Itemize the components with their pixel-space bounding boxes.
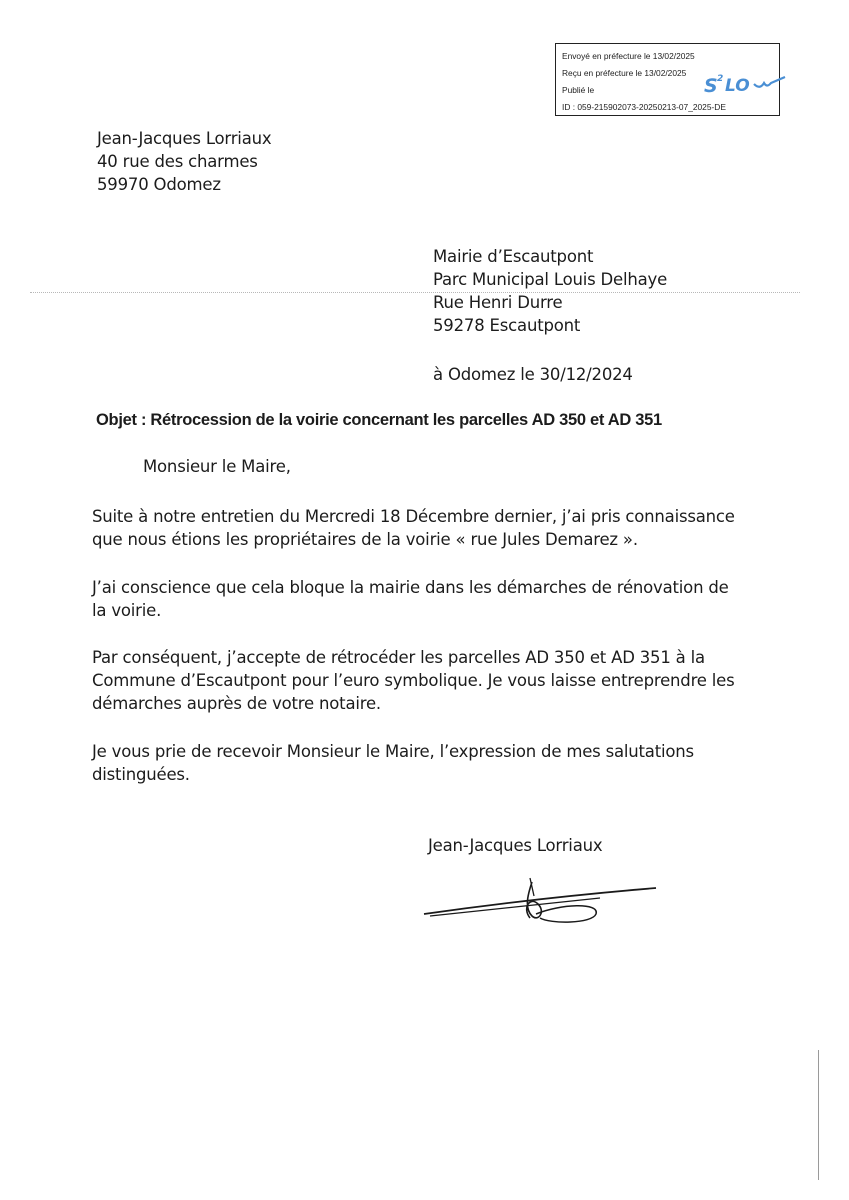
recipient-line-4: 59278 Escautpont: [433, 316, 581, 335]
stamp-id-line: ID : 059-215902073-20250213-07_2025-DE: [562, 102, 726, 112]
salutation: Monsieur le Maire,: [143, 457, 291, 476]
svg-text:LO: LO: [725, 76, 750, 96]
recipient-address: [433, 245, 667, 337]
sender-name: Jean-Jacques Lorriaux: [97, 129, 272, 148]
handwritten-signature: [420, 874, 670, 934]
svg-text:S: S: [704, 75, 718, 97]
date-line: à Odomez le 30/12/2024: [433, 365, 633, 384]
paragraph-line: J’ai conscience que cela bloque la mairie dans les démarches de rénovation de: [92, 578, 729, 597]
paragraph-line: démarches auprès de votre notaire.: [92, 694, 381, 713]
s2lo-logo-icon: [704, 70, 790, 98]
stamp-received-line: Reçu en préfecture le 13/02/2025: [562, 68, 687, 78]
sender-street: 40 rue des charmes: [97, 152, 258, 171]
paragraph-line: distinguées.: [92, 765, 190, 784]
paragraph-4: [92, 740, 694, 786]
recipient-line-1: Mairie d’Escautpont: [433, 247, 594, 266]
paragraph-line: Commune d’Escautpont pour l’euro symbolique. Je vous laisse entreprendre les: [92, 671, 735, 690]
subject-line: Objet : Rétrocession de la voirie concernant les parcelles AD 350 et AD 351: [96, 411, 662, 429]
scan-edge-mark: [818, 1050, 819, 1180]
paragraph-line: Je vous prie de recevoir Monsieur le Maire, l’expression de mes salutations: [92, 742, 694, 761]
paragraph-1: [92, 505, 735, 551]
sender-address: [97, 127, 271, 196]
paragraph-2: [92, 576, 729, 622]
paragraph-line: la voirie.: [92, 601, 162, 620]
recipient-line-3: Rue Henri Durre: [433, 293, 563, 312]
stamp-published-line: Publié le: [562, 85, 595, 95]
paragraph-line: Par conséquent, j’accepte de rétrocéder les parcelles AD 350 et AD 351 à la: [92, 648, 705, 667]
paragraph-line: Suite à notre entretien du Mercredi 18 Décembre dernier, j’ai pris connaissance: [92, 507, 735, 526]
svg-text:2: 2: [717, 74, 724, 84]
stamp-sent-line: Envoyé en préfecture le 13/02/2025: [562, 51, 695, 61]
scan-dotted-line: [30, 292, 800, 293]
sender-city: 59970 Odomez: [97, 175, 221, 194]
paragraph-3: [92, 646, 735, 715]
signature-name: Jean-Jacques Lorriaux: [428, 836, 603, 855]
recipient-line-2: Parc Municipal Louis Delhaye: [433, 270, 668, 289]
paragraph-line: que nous étions les propriétaires de la voirie « rue Jules Demarez ».: [92, 530, 638, 549]
